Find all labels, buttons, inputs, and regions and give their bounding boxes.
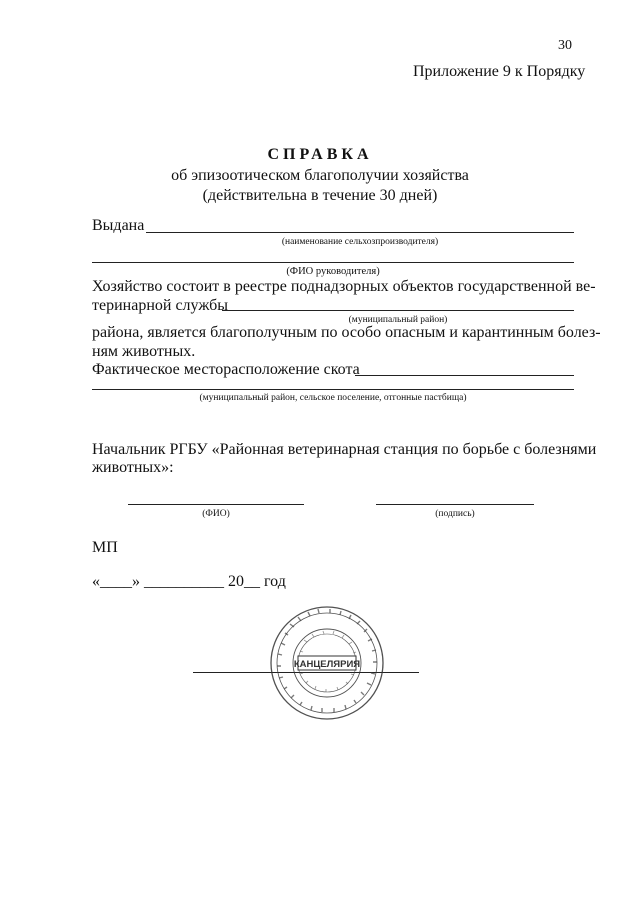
issued-caption: (наименование сельхозпроизводителя) [281,237,439,247]
stamp-center-text: КАНЦЕЛЯРИЯ [293,659,361,670]
location-field-line-2 [92,389,574,390]
registry-caption: (муниципальный район) [348,315,448,325]
chief-title-line2: животных»: [92,459,174,476]
signature-line [376,504,534,505]
fio-signature-line [128,504,304,505]
document-title: СПРАВКА [267,146,373,163]
issued-label: Выдана [92,217,145,234]
date-line: «____» __________ 20__ год [92,573,286,590]
location-caption: (муниципальный район, сельское поселение, отгонные пастбища) [199,393,467,403]
issued-field-line [146,232,574,233]
chief-title-line1: Начальник РГБУ «Районная ветеринарная станция по борьбе с болезнями [92,441,597,458]
signature-caption: (подпись) [435,509,475,519]
document-subtitle: об эпизоотическом благополучии хозяйства [171,167,469,184]
office-stamp-icon [268,604,386,722]
head-caption: (ФИО руководителя) [286,266,380,277]
registry-field-line [222,310,574,311]
page-number: 30 [558,38,572,53]
appendix-reference: Приложение 9 к Порядку [413,63,586,80]
district-text-line2: ням животных. [92,343,196,360]
registry-text-line1: Хозяйство состоит в реестре поднадзорных объектов государственной ве- [92,278,596,295]
head-field-line [92,262,574,263]
registry-text-line2: теринарной службы [92,297,229,314]
seal-placeholder-label: МП [92,539,118,556]
validity-note: (действительна в течение 30 дней) [202,187,438,204]
location-label: Фактическое месторасположение скота [92,361,360,378]
district-text-line1: района, является благополучным по особо опасным и карантинным болез- [92,324,601,341]
fio-caption: (ФИО) [202,509,230,519]
location-field-line [355,375,574,376]
